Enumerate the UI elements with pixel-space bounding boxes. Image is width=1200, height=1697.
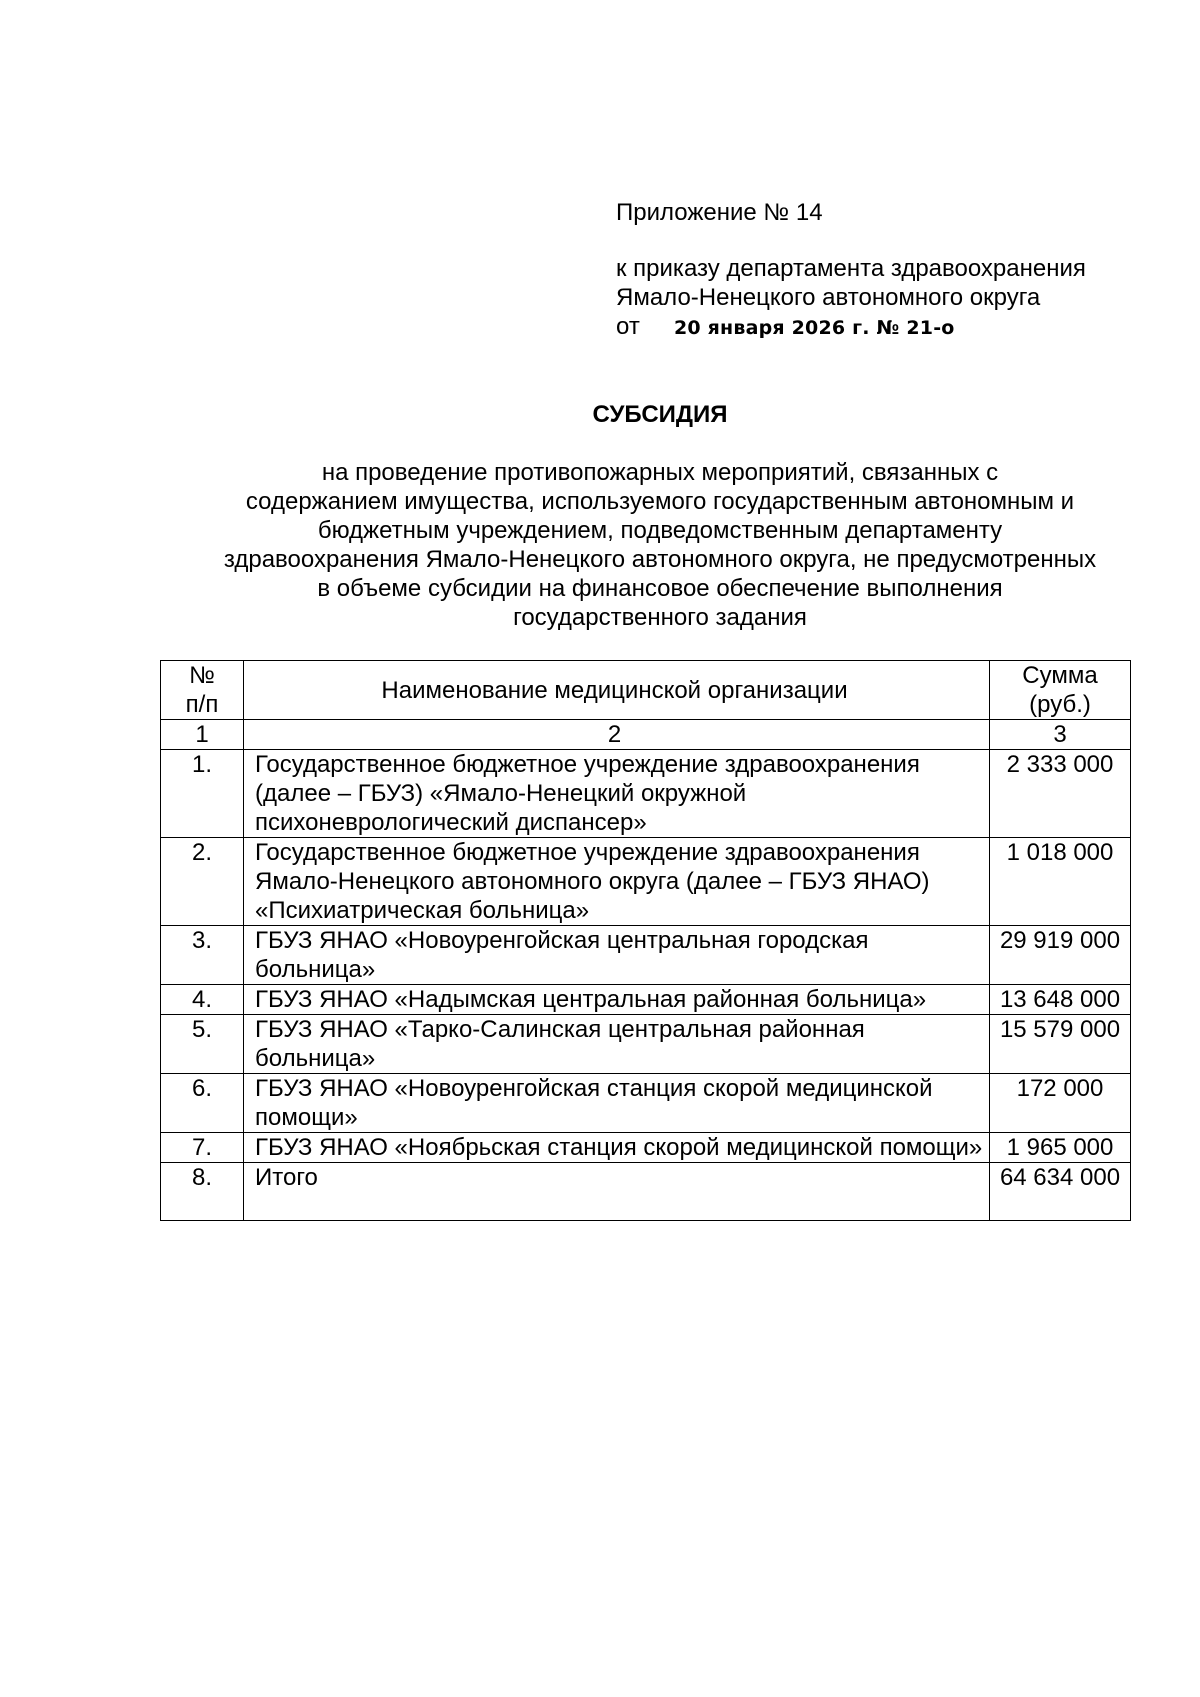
row-organization: ГБУЗ ЯНАО «Новоуренгойская центральная городская больница» (244, 926, 990, 985)
row-sum: 2 333 000 (990, 750, 1131, 838)
subtitle-line: здравоохранения Ямало-Ненецкого автономного округа, не предусмотренных (223, 546, 1097, 573)
table-header-row (161, 661, 1131, 720)
subtitle-line: на проведение противопожарных мероприятий, связанных с (321, 459, 999, 486)
subtitle-line: в объеме субсидии на финансовое обеспечение выполнения (317, 575, 1003, 602)
row-num: 6. (161, 1074, 244, 1133)
header-num (161, 661, 244, 720)
column-number: 2 (244, 720, 990, 750)
table-row (161, 1133, 1131, 1163)
header-sum-line-1: Сумма (1022, 662, 1098, 689)
row-num: 8. (161, 1163, 244, 1221)
row-sum: 172 000 (990, 1074, 1131, 1133)
approval-line-2: Ямало-Ненецкого автономного округа (616, 284, 1041, 311)
row-organization: ГБУЗ ЯНАО «Новоуренгойская станция скорой медицинской помощи» (244, 1074, 990, 1133)
header-sum (990, 661, 1131, 720)
row-sum: 15 579 000 (990, 1015, 1131, 1074)
header-sum-line-2: (руб.) (1029, 691, 1091, 718)
column-number: 3 (990, 720, 1131, 750)
column-number-row (161, 720, 1131, 750)
table-row (161, 750, 1131, 838)
row-organization: Государственное бюджетное учреждение здравоохранения Ямало-Ненецкого автономного округа (далее – ГБУЗ ЯНАО) «Психиатрическая больница» (244, 838, 990, 926)
row-num: 3. (161, 926, 244, 985)
header-num-line-1: № (189, 662, 215, 689)
row-sum: 1 018 000 (990, 838, 1131, 926)
row-sum: 29 919 000 (990, 926, 1131, 985)
row-organization: Итого (244, 1163, 990, 1221)
document-subtitle (160, 458, 1160, 632)
subtitle-line: содержанием имущества, используемого государственным автономным и (245, 488, 1075, 515)
row-organization: ГБУЗ ЯНАО «Ноябрьская станция скорой медицинской помощи» (244, 1133, 990, 1163)
table-row (161, 985, 1131, 1015)
row-num: 2. (161, 838, 244, 926)
row-organization: ГБУЗ ЯНАО «Тарко-Салинская центральная районная больница» (244, 1015, 990, 1074)
approval-block (616, 198, 1086, 343)
document-title: СУБСИДИЯ (592, 401, 728, 428)
subtitle-line: бюджетным учреждением, подведомственным департаменту (317, 517, 1003, 544)
row-sum: 1 965 000 (990, 1133, 1131, 1163)
approval-date-line (616, 312, 1086, 343)
column-number: 1 (161, 720, 244, 750)
row-sum: 64 634 000 (990, 1163, 1131, 1221)
table-row (161, 1074, 1131, 1133)
table-row (161, 926, 1131, 985)
row-num: 7. (161, 1133, 244, 1163)
table-row (161, 1015, 1131, 1074)
header-num-line-2: п/п (185, 691, 219, 718)
annex-number: Приложение № 14 (616, 199, 823, 226)
subtitle-line: государственного задания (513, 604, 807, 631)
table-row-total (161, 1163, 1131, 1221)
row-organization: ГБУЗ ЯНАО «Надымская центральная районная больница» (244, 985, 990, 1015)
subsidy-table (160, 660, 1131, 1221)
row-organization: Государственное бюджетное учреждение здравоохранения (далее – ГБУЗ) «Ямало-Ненецкий окружной психоневрологический диспансер» (244, 750, 990, 838)
row-num: 1. (161, 750, 244, 838)
row-num: 5. (161, 1015, 244, 1074)
order-date-number: 20 января 2026 г. № 21-о (674, 317, 955, 339)
date-prefix: от (616, 313, 640, 340)
row-sum: 13 648 000 (990, 985, 1131, 1015)
table-row (161, 838, 1131, 926)
approval-line-1: к приказу департамента здравоохранения (616, 255, 1086, 282)
header-name: Наименование медицинской организации (244, 661, 990, 720)
row-num: 4. (161, 985, 244, 1015)
